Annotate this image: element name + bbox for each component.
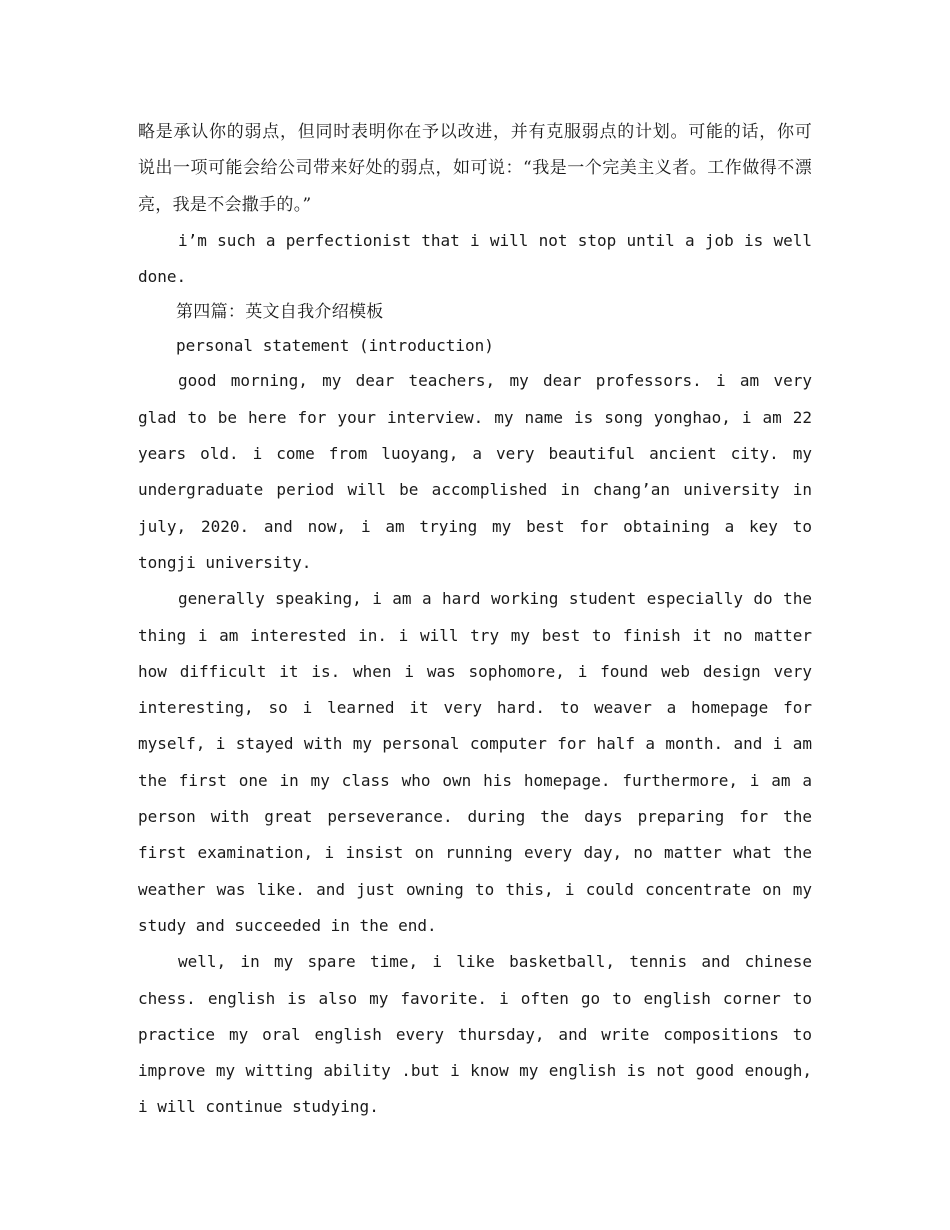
document-page [138, 114, 812, 1126]
paragraph-perfectionist: i’m such a perfectionist that i will not stop until a job is well done. [138, 230, 812, 287]
paragraph-greeting: good morning, my dear teachers, my dear professors. i am very glad to be here for your interview. my name is song yonghao, i am 22 years old. i come from luoyang, a very beautiful ancient city. my undergraduate period will be accomplished in chang’an university in july, 2020. and now, i am trying my best for obtaining a key to tongji university. [138, 371, 812, 572]
paragraph-hard-working: generally speaking, i am a hard working student especially do the thing i am interested in. i will try my best to finish it no matter how difficult it is. when i was sophomore, i found web design very interesting, so i learned it very hard. to weaver a homepage for myself, i stayed with my personal computer for half a month. and i am the first one in my class who own his homepage. furthermore, i am a person with great perseverance. during the days preparing for the first examination, i insist on running every day, no matter what the weather was like. and just owning to this, i could concentrate on my study and succeeded in the end. [138, 589, 812, 935]
paragraph-hobbies: well, in my spare time, i like basketball, tennis and chinese chess. english is also my favorite. i often go to english corner to practice my oral english every thursday, and write compositions to improve my witting ability .but i know my english is not good enough, i will continue studying. [138, 952, 812, 1117]
section-heading: 第四篇：英文自我介绍模板 [176, 302, 384, 323]
subheading-personal-statement: personal statement (introduction) [176, 336, 494, 356]
paragraph-weakness-advice: 略是承认你的弱点，但同时表明你在予以改进，并有克服弱点的计划。可能的话，你可说出一项可能会给公司带来好处的弱点，如可说：“我是一个完美主义者。工作做得不漂亮，我是不会撒手的。” [138, 122, 812, 215]
